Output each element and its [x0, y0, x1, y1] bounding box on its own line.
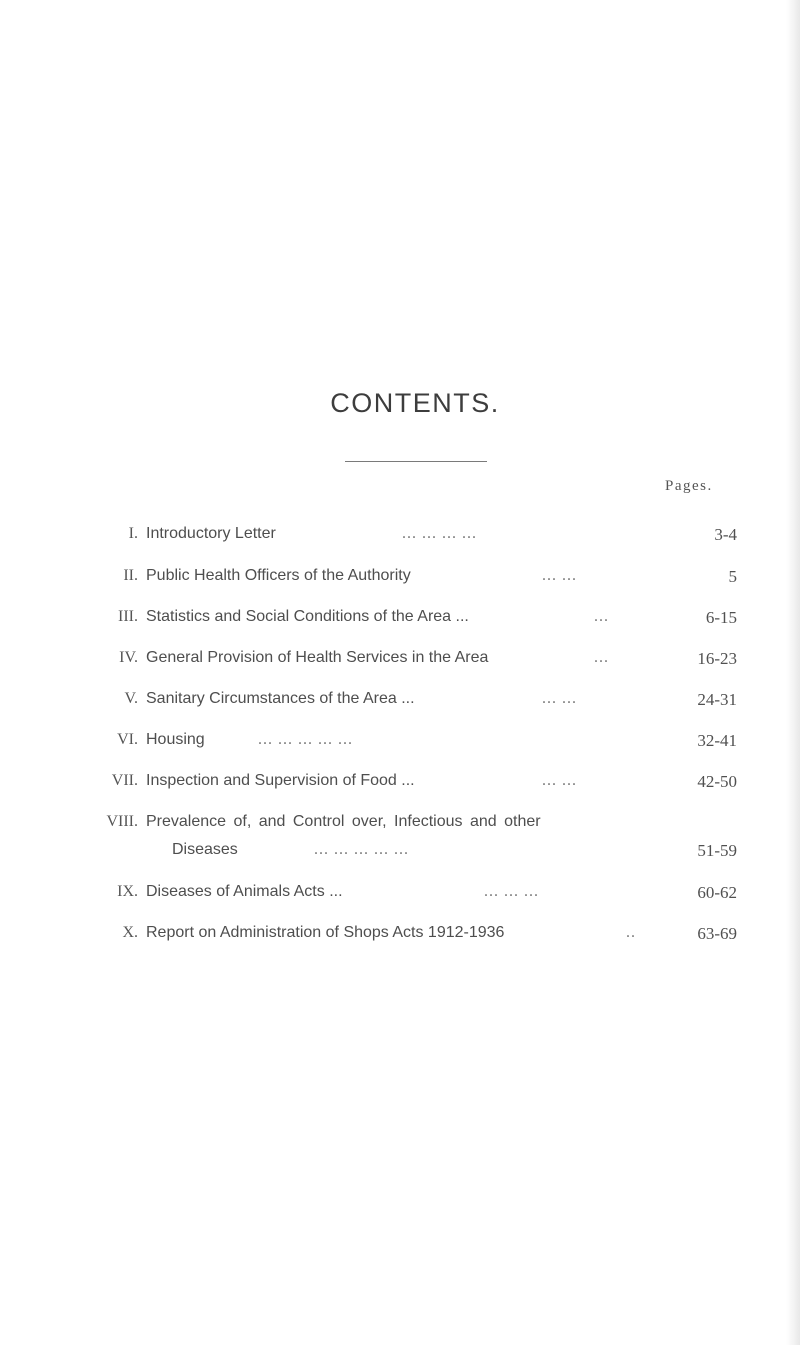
- entry-number: IX.: [117, 883, 138, 900]
- entry-number: VI.: [117, 731, 138, 748]
- entry-number: IV.: [119, 649, 138, 666]
- entry-number: I.: [128, 525, 138, 542]
- leader-dots: ... ... ... ...: [402, 525, 477, 542]
- entry-label: Diseases of Animals Acts ...: [146, 883, 343, 900]
- leader-dots: ...: [594, 649, 609, 666]
- entry-number: III.: [118, 608, 138, 625]
- entry-pages: 24-31: [697, 690, 737, 709]
- entry-number: VII.: [111, 772, 138, 789]
- leader-dots: ... ...: [542, 690, 577, 707]
- entry-label: Public Health Officers of the Authority: [146, 567, 411, 584]
- page-title: CONTENTS.: [330, 388, 500, 418]
- entry-label: Sanitary Circumstances of the Area ...: [146, 690, 415, 707]
- leader-dots: ... ... ...: [484, 883, 539, 900]
- entry-pages: 32-41: [697, 731, 737, 750]
- entry-pages: 3-4: [714, 525, 737, 544]
- page-edge-shadow: [786, 0, 800, 1345]
- entry-pages: 42-50: [697, 772, 737, 791]
- entry-label: Statistics and Social Conditions of the Area ...: [146, 608, 469, 625]
- entry-label: Housing: [146, 731, 205, 748]
- leader-dots: ... ...: [542, 772, 577, 789]
- title-divider: [345, 461, 487, 462]
- leader-dots: ..: [626, 924, 636, 941]
- entry-label: Introductory Letter: [146, 525, 276, 542]
- entry-label: Report on Administration of Shops Acts 1912-1936: [146, 924, 505, 941]
- entry-pages: 5: [728, 567, 737, 586]
- entry-label-continuation: Diseases: [172, 841, 238, 858]
- entry-number: X.: [122, 924, 138, 941]
- entry-number: V.: [124, 690, 138, 707]
- entry-label: Inspection and Supervision of Food ...: [146, 772, 415, 789]
- entry-pages: 51-59: [697, 841, 737, 860]
- entry-pages: 63-69: [697, 924, 737, 943]
- leader-dots: ... ... ... ... ...: [258, 731, 353, 748]
- entry-pages: 16-23: [697, 649, 737, 668]
- leader-dots: ... ...: [542, 567, 577, 584]
- leader-dots: ...: [594, 608, 609, 625]
- entry-label: General Provision of Health Services in the Area: [146, 649, 489, 666]
- entry-pages: 6-15: [705, 608, 737, 627]
- entry-pages: 60-62: [697, 883, 737, 902]
- entry-number: II.: [123, 567, 138, 584]
- entry-label: Prevalence of, and Control over, Infectious and other: [146, 813, 541, 830]
- pages-column-header: Pages.: [665, 478, 713, 494]
- entry-number: VIII.: [106, 813, 138, 830]
- leader-dots: ... ... ... ... ...: [314, 841, 409, 858]
